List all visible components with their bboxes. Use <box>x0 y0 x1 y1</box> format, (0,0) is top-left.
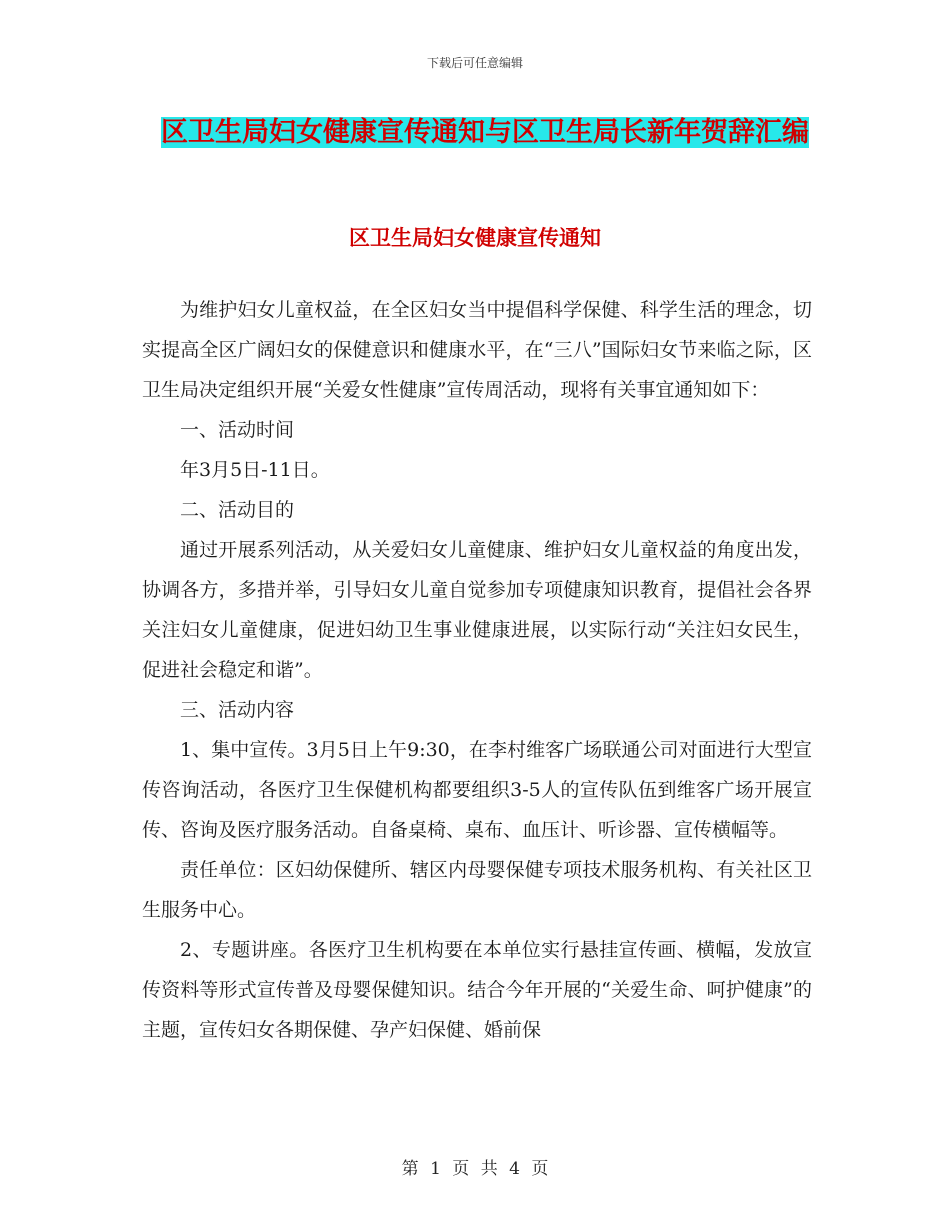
document-body <box>142 290 812 1050</box>
paragraph-special-lecture: 2、专题讲座。各医疗卫生机构要在本单位实行悬挂宣传画、横幅，发放宣传资料等形式宣传普及母婴保健知识。结合今年开展的“关爱生命、呵护健康”的主题，宣传妇女各期保健、孕产妇保健、婚前保 <box>142 939 812 1041</box>
paragraph-responsible-units: 责任单位：区妇幼保健所、辖区内母婴保健专项技术服务机构、有关社区卫生服务中心。 <box>142 859 812 921</box>
heading-activity-time: 一、活动时间 <box>180 419 295 441</box>
document-title <box>140 108 830 158</box>
heading-activity-content: 三、活动内容 <box>180 699 295 721</box>
document-title-highlight: 区卫生局妇女健康宣传通知与区卫生局长新年贺辞汇编 <box>161 117 809 148</box>
paragraph-activity-purpose: 通过开展系列活动，从关爱妇女儿童健康、维护妇女儿童权益的角度出发，协调各方，多措并举，引导妇女儿童自觉参加专项健康知识教育，提倡社会各界关注妇女儿童健康，促进妇幼卫生事业健康进展，以实际行动“关注妇女民生，促进社会稳定和谐”。 <box>142 539 812 681</box>
header-note: 下载后可任意编辑 <box>426 56 523 70</box>
section-title: 区卫生局妇女健康宣传通知 <box>349 225 601 250</box>
heading-activity-purpose: 二、活动目的 <box>180 499 295 521</box>
paragraph-centralized-publicity: 1、集中宣传。3月5日上午9:30，在李村维客广场联通公司对面进行大型宣传咨询活动，各医疗卫生保健机构都要组织3-5人的宣传队伍到维客广场开展宣传、咨询及医疗服务活动。自备桌椅、桌布、血压计、听诊器、宣传横幅等。 <box>142 739 812 841</box>
page-number: 第 1 页 共 4 页 <box>401 1159 549 1179</box>
paragraph-activity-date: 年3月5日-11日。 <box>180 459 330 481</box>
paragraph-intro: 为维护妇女儿童权益，在全区妇女当中提倡科学保健、科学生活的理念，切实提高全区广阔妇女的保健意识和健康水平，在“三八”国际妇女节来临之际，区卫生局决定组织开展“关爱女性健康”宣传周活动，现将有关事宜通知如下： <box>142 299 812 401</box>
